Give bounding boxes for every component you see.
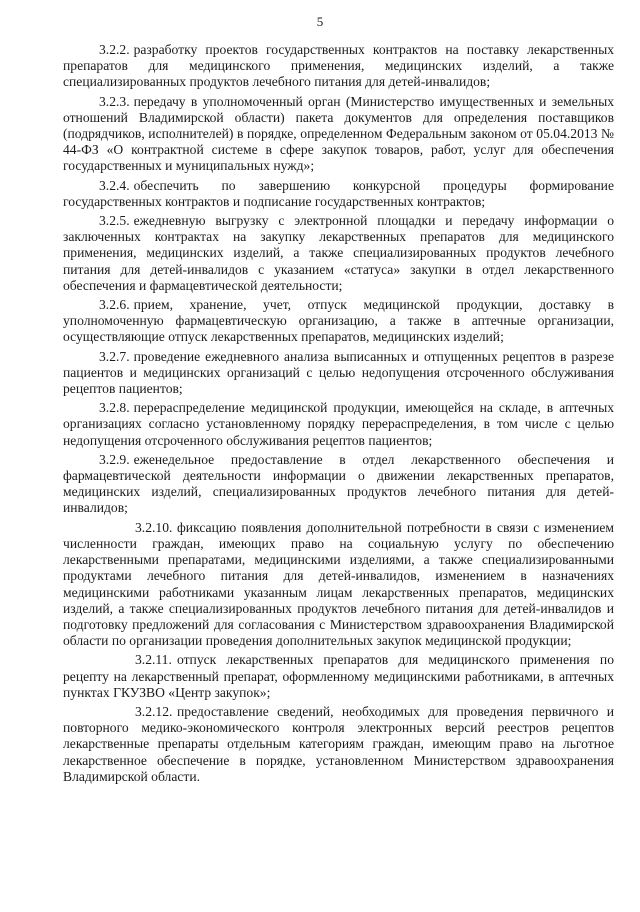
- clause-3-2-11: [63, 652, 614, 701]
- clause-3-2-5: [63, 213, 614, 294]
- clause-3-2-4: [63, 178, 614, 210]
- clause-number: 3.2.7.: [99, 348, 130, 364]
- clause-number: 3.2.5.: [99, 213, 130, 229]
- clause-text: перераспределение медицинской продукции, имеющейся на складе, в аптечных организациях согласно установленному порядку перераспределения, в том числе с целью недопущения отсроченного обслуживания рецептов пациентов;: [63, 400, 614, 448]
- clause-text: предоставление сведений, необходимых для проведения первичного и повторного медико-экономического контроля электронных версий реестров рецептов лекарственные препараты отдельным категориям граждан, имеющим право на льготное лекарственное обеспечение в порядке, установленном Министерством здравоохранения Владимирской области.: [63, 703, 614, 784]
- clause-text: еженедельное предоставление в отдел лекарственного обеспечения и фармацевтической деятельности информации о движении лекарственных препаратов, медицинских изделий, специализированных продуктов лечебного питания для детей-инвалидов;: [63, 451, 614, 516]
- clause-number: 3.2.12.: [135, 703, 173, 719]
- clause-3-2-12: [63, 704, 614, 785]
- clause-text: передачу в уполномоченный орган (Министерство имущественных и земельных отношений Владимирской области) пакета документов для определения поставщиков (подрядчиков, исполнителей) в порядке, определенном Федеральным законом от 05.04.2013 № 44-ФЗ «О контрактной системе в сфере закупок товаров, работ, услуг для обеспечения государственных и муниципальных нужд»;: [63, 93, 614, 174]
- clause-3-2-9: [63, 452, 614, 517]
- clause-3-2-2: [63, 42, 614, 91]
- page-number: 5: [316, 14, 324, 29]
- clause-number: 3.2.4.: [99, 177, 130, 193]
- clause-3-2-10: [63, 520, 614, 650]
- clause-text: прием, хранение, учет, отпуск медицинской продукции, доставку в уполномоченную фармацевтическую организацию, а также в аптечные организации, осуществляющие отпуск лекарственных препаратов, медицинских изделий;: [63, 297, 614, 345]
- clause-number: 3.2.3.: [99, 93, 130, 109]
- clause-text: проведение ежедневного анализа выписанных и отпущенных рецептов в разрезе пациентов и медицинских организаций с целью недопущения отсроченного обслуживания рецептов пациентов;: [63, 348, 614, 397]
- clause-text: фиксацию появления дополнительной потребности в связи с изменением численности граждан, имеющих право на социальную услугу по обеспечению лекарственными препаратами, медицинскими изделиями, а также специализированными продуктами лечебного питания для детей-инвалидов, изменением в назначениях медицинскими работниками указанным лицам лекарственных препаратов, медицинских изделий, а также специализированных продуктов лечебного питания для детей-инвалидов и подготовку предложений для согласования с Министерством здравоохранения Владимирской области по организации проведения дополнительных закупок медицинской продукции;: [63, 519, 614, 649]
- clause-3-2-8: [63, 400, 614, 449]
- clause-number: 3.2.8.: [99, 400, 130, 416]
- clause-3-2-6: [63, 297, 614, 346]
- clause-number: 3.2.2.: [99, 42, 130, 57]
- clause-number: 3.2.11.: [135, 652, 172, 668]
- clause-text: разработку проектов государственных контрактов на поставку лекарственных препаратов для медицинского применения, медицинских изделий, а также специализированных продуктов лечебного питания для детей-инвалидов;: [63, 42, 614, 90]
- clause-text: обеспечить по завершению конкурсной процедуры формирование государственных контрактов и подписание государственных контрактов;: [63, 177, 614, 209]
- clause-number: 3.2.9.: [99, 451, 130, 467]
- clause-3-2-7: [63, 349, 614, 398]
- clause-number: 3.2.6.: [99, 297, 130, 313]
- clause-number: 3.2.10.: [135, 519, 173, 535]
- clause-3-2-3: [63, 94, 614, 175]
- document-body: [63, 42, 614, 788]
- clause-text: отпуск лекарственных препаратов для медицинского применения по рецепту на лекарственный препарат, оформленному медицинскими работниками, в аптечных пунктах ГКУЗВО «Центр закупок»;: [63, 652, 614, 700]
- clause-text: ежедневную выгрузку с электронной площадки и передачу информации о заключенных контрактах на закупку лекарственных препаратов для медицинского применения, медицинских изделий, а также специализированных продуктов лечебного питания для детей-инвалидов с указанием «статуса» закупки в отдел лекарственного обеспечения и фармацевтической деятельности;: [63, 213, 614, 293]
